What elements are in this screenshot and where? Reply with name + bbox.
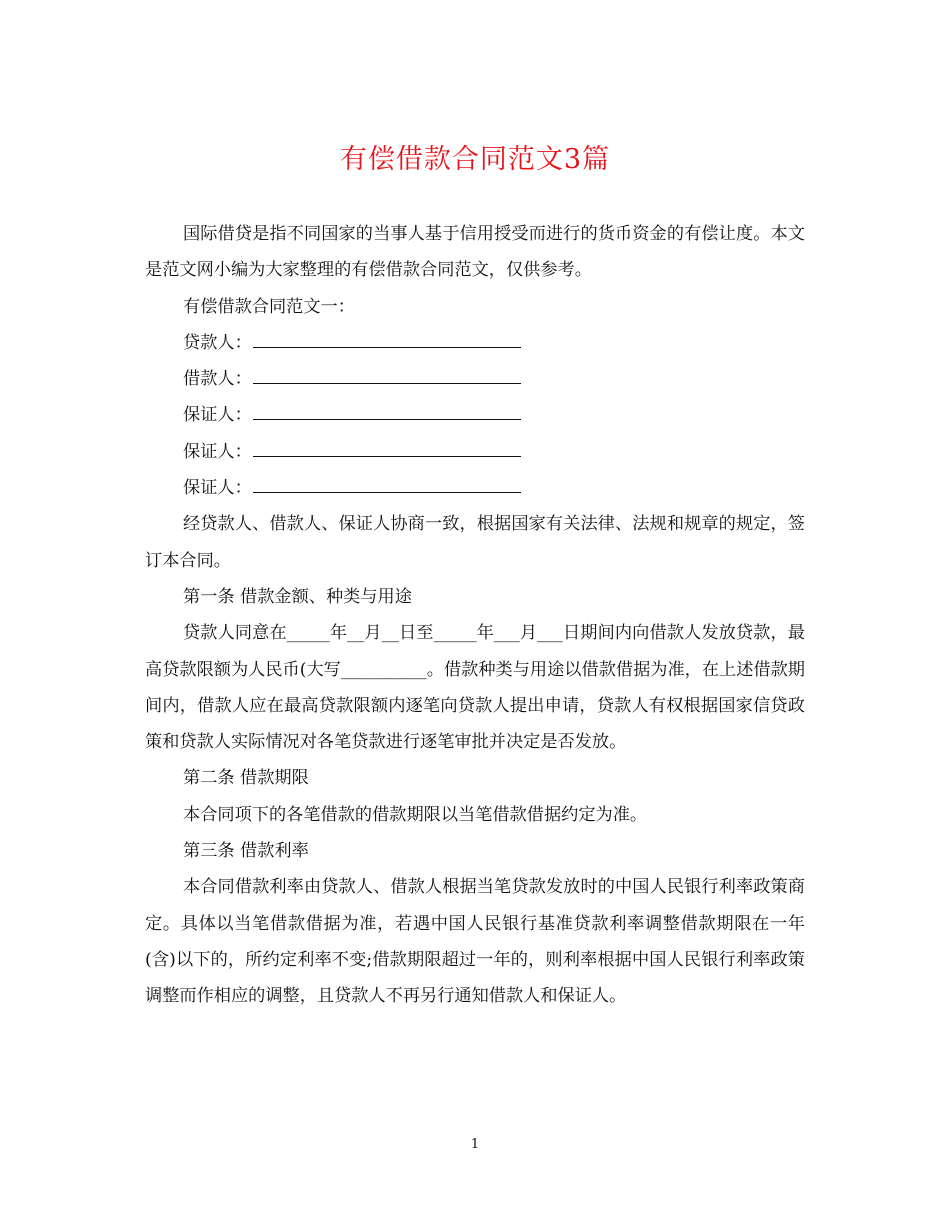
party-label: 贷款人： bbox=[183, 332, 252, 353]
document-title: 有偿借款合同范文3篇 bbox=[339, 144, 611, 175]
document-body bbox=[145, 216, 805, 1015]
party-field-lender bbox=[145, 325, 805, 361]
article-2-heading: 第二条 借款期限 bbox=[183, 768, 309, 789]
party-field-borrower bbox=[145, 361, 805, 397]
party-field-guarantor-3 bbox=[145, 470, 805, 506]
page-number: 1 bbox=[470, 1137, 480, 1152]
party-blank-line bbox=[253, 434, 521, 457]
article-3-text: 本合同借款利率由贷款人、借款人根据当笔贷款发放时的中国人民银行利率政策商定。具体以当笔借款借据为准，若遇中国人民银行基准贷款利率调整借款期限在一年(含)以下的，所约定利率不变;借款期限超过一年的，则利率根据中国人民银行利率政策调整而作相应的调整，且贷款人不再另行通知借款人和保证人。 bbox=[145, 877, 805, 1007]
party-blank-line bbox=[253, 470, 521, 493]
article-3-heading: 第三条 借款利率 bbox=[183, 841, 309, 862]
party-label: 借款人： bbox=[183, 369, 252, 390]
preamble-paragraph: 经贷款人、借款人、保证人协商一致，根据国家有关法律、法规和规章的规定，签订本合同。 bbox=[145, 514, 805, 571]
party-field-guarantor-2 bbox=[145, 434, 805, 470]
article-1-text: 贷款人同意在_____年__月__日至_____年___月___日期间内向借款人发放贷款，最高贷款限额为人民币(大写__________。借款种类与用途以借款借据为准，在上述借款期间内，借款人应在最高贷款限额内逐笔向贷款人提出申请，贷款人有权根据国家信贷政策和贷款人实际情况对各笔贷款进行逐笔审批并决定是否发放。 bbox=[145, 623, 805, 753]
party-field-guarantor-1 bbox=[145, 397, 805, 433]
sample-heading: 有偿借款合同范文一： bbox=[183, 296, 355, 317]
party-label: 保证人： bbox=[183, 405, 252, 426]
intro-paragraph: 国际借贷是指不同国家的当事人基于信用授受而进行的货币资金的有偿让度。本文是范文网小编为大家整理的有偿借款合同范文，仅供参考。 bbox=[145, 224, 805, 281]
party-blank-line bbox=[253, 361, 521, 384]
article-1-heading: 第一条 借款金额、种类与用途 bbox=[183, 586, 412, 607]
party-blank-line bbox=[253, 397, 521, 420]
party-label: 保证人： bbox=[183, 441, 252, 462]
party-label: 保证人： bbox=[183, 478, 252, 499]
article-2-text: 本合同项下的各笔借款的借款期限以当笔借款借据约定为准。 bbox=[183, 804, 648, 825]
party-blank-line bbox=[253, 325, 521, 348]
